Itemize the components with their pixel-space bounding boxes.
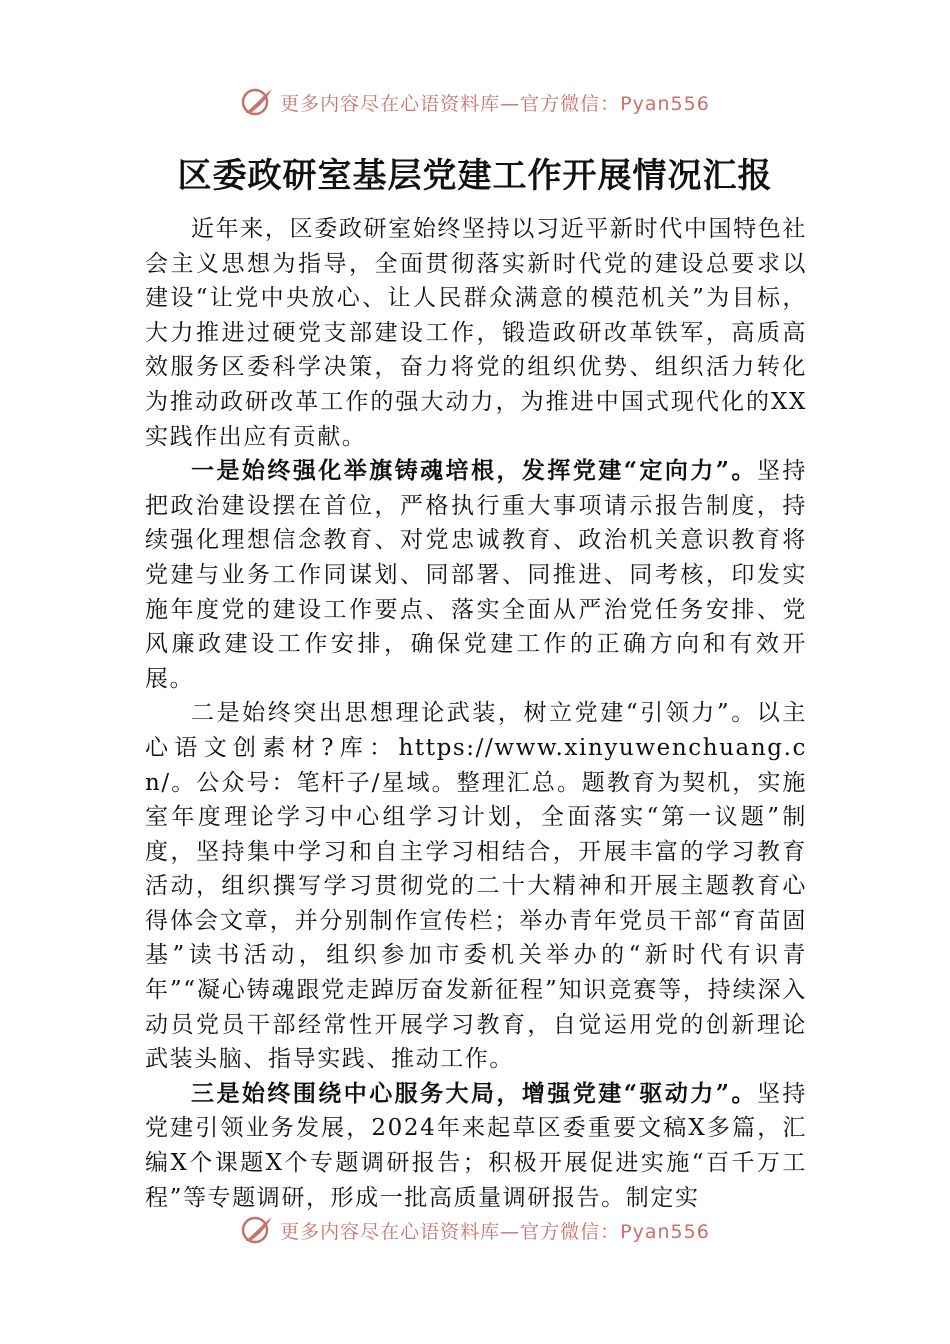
paragraph-point-1 xyxy=(145,454,807,696)
bottom-watermark-banner xyxy=(0,1204,950,1248)
paragraph-text: 坚持党建引领业务发展，2024年来起草区委重要文稿X多篇，汇编X个课题X个专题调研报告；积极开展促进实施“百千万工程”等专题调研，形成一批高质量调研报告。制定实 xyxy=(145,1080,807,1211)
paragraph-point-2 xyxy=(145,696,807,1077)
paragraph-lead: 一是始终强化举旗铸魂培根，发挥党建“定向力”。 xyxy=(191,457,757,485)
document-body xyxy=(145,212,807,1215)
top-watermark-banner xyxy=(0,82,950,122)
paragraph-intro xyxy=(145,212,807,454)
paragraph-text: 近年来，区委政研室始终坚持以习近平新时代中国特色社会主义思想为指导，全面贯彻落实新时代党的建设总要求以建设“让党中央放心、让人民群众满意的模范机关”为目标，大力推进过硬党支部建设工作，锻造政研改革铁军，高质高效服务区委科学决策，奋力将党的组织优势、组织活力转化为推动政研改革工作的强大动力，为推进中国式现代化的XX实践作出应有贡献。 xyxy=(145,216,807,450)
document-title: 区委政研室基层党建工作开展情况汇报 xyxy=(177,156,773,196)
watermark-text: 更多内容尽在心语资料库—官方微信：Pyan556 xyxy=(280,92,710,115)
feather-logo-icon xyxy=(240,85,274,119)
feather-logo-icon xyxy=(240,1213,274,1247)
paragraph-text: 坚持把政治建设摆在首位，严格执行重大事项请示报告制度，持续强化理想信念教育、对党忠诚教育、政治机关意识教育将党建与业务工作同谋划、同部署、同推进、同考核，印发实施年度党的建设工作要点、落实全面从严治党任务安排、党风廉政建设工作安排，确保党建工作的正确方向和有效开展。 xyxy=(145,458,807,692)
paragraph-text: 二是始终突出思想理论武装，树立党建“引领力”。以主心语文创素材?库：https://www.xinyuwenchuang.cn/。公众号：笔杆子/星域。整理汇总。题教育为契机，实施室年度理论学习中心组学习计划，全面落实“第一议题”制度，坚持集中学习和自主学习相结合，开展丰富的学习教育活动，组织撰写学习贯彻党的二十大精神和开展主题教育心得体会文章，并分别制作宣传栏；举办青年党员干部“育苗固基”读书活动，组织参加市委机关举办的“新时代有识青年”“凝心铸魂跟党走踔厉奋发新征程”知识竞赛等，持续深入动员党员干部经常性开展学习教育，自觉运用党的创新理论武装头脑、指导实践、推动工作。 xyxy=(145,700,807,1073)
watermark-text: 更多内容尽在心语资料库—官方微信：Pyan556 xyxy=(280,1220,710,1243)
paragraph-point-3 xyxy=(145,1077,807,1215)
paragraph-lead: 三是始终围绕中心服务大局，增强党建“驱动力”。 xyxy=(191,1079,757,1107)
